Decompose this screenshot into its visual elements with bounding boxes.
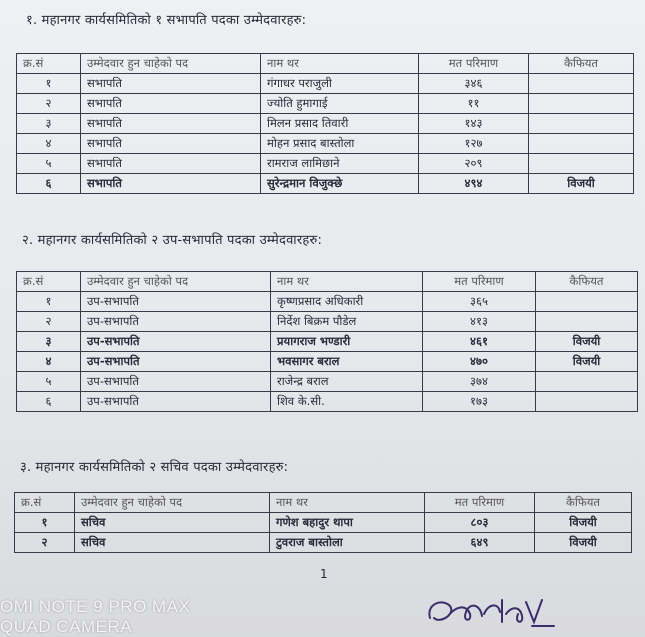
col-header-votes: मत परिमाण	[419, 54, 529, 74]
col-header-name: नाम थर	[261, 54, 419, 74]
cell-name: ज्योति हुमागाई	[261, 94, 419, 114]
cell-sn: ४	[17, 352, 81, 372]
col-header-votes: मत परिमाण	[425, 493, 535, 513]
handwritten-signature	[422, 592, 562, 632]
table-row	[17, 292, 638, 312]
cell-votes: ३६५	[423, 292, 536, 312]
cell-name: रामराज लामिछाने	[261, 154, 419, 174]
cell-name: मोहन प्रसाद बास्तोला	[261, 134, 419, 154]
cell-sn: ६	[17, 392, 81, 412]
cell-post: सभापति	[81, 134, 261, 154]
section-3-heading: ३. महानगर कार्यसमितिको २ सचिव पदका उम्मेदवारहरु:	[20, 460, 289, 475]
cell-post: सभापति	[81, 114, 261, 134]
table-row	[17, 114, 634, 134]
col-header-remark: कैफियत	[535, 493, 632, 513]
cell-remark: विजयी	[535, 533, 632, 553]
cell-post: उप-सभापति	[81, 352, 271, 372]
cell-post: सभापति	[81, 154, 261, 174]
table-row-winner	[17, 174, 634, 194]
cell-sn: ५	[17, 154, 81, 174]
cell-remark	[536, 392, 638, 412]
col-header-post: उम्मेदवार हुन चाहेको पद	[75, 493, 270, 513]
cell-votes: ११	[419, 94, 529, 114]
cell-votes: २०९	[419, 154, 529, 174]
table-row-winner	[17, 352, 638, 372]
cell-votes: १७३	[423, 392, 536, 412]
cell-votes: ४६१	[423, 332, 536, 352]
cell-sn: ४	[17, 134, 81, 154]
col-header-remark: कैफियत	[536, 272, 638, 292]
cell-votes: ४७०	[423, 352, 536, 372]
cell-votes: ३४६	[419, 74, 529, 94]
cell-votes: ४९४	[419, 174, 529, 194]
cell-name: शिव के.सी.	[271, 392, 423, 412]
cell-remark	[529, 94, 634, 114]
table-header-row	[15, 493, 632, 513]
table-row-winner	[15, 533, 632, 553]
cell-sn: ६	[17, 174, 81, 194]
cell-sn: ५	[17, 372, 81, 392]
col-header-sn: क्र.सं	[15, 493, 75, 513]
cell-sn: १	[17, 292, 81, 312]
cell-remark	[529, 74, 634, 94]
cell-votes: १४३	[419, 114, 529, 134]
cell-post: सभापति	[81, 174, 261, 194]
cell-post: सभापति	[81, 94, 261, 114]
cell-remark: विजयी	[536, 332, 638, 352]
cell-name: निर्देश बिक्रम पौडेल	[271, 312, 423, 332]
col-header-sn: क्र.सं	[17, 54, 81, 74]
cell-name: गंगाधर पराजुली	[261, 74, 419, 94]
table-row	[17, 372, 638, 392]
cell-post: उप-सभापति	[81, 392, 271, 412]
cell-sn: १	[17, 74, 81, 94]
cell-sn: ३	[17, 332, 81, 352]
cell-votes: ३७४	[423, 372, 536, 392]
cell-votes: ६४९	[425, 533, 535, 553]
cell-post: सचिव	[75, 533, 270, 553]
col-header-sn: क्र.सं	[17, 272, 81, 292]
table-row-winner	[17, 332, 638, 352]
cell-remark: विजयी	[529, 174, 634, 194]
watermark-line-1: OMI NOTE 9 PRO MAX	[0, 597, 191, 616]
cell-votes: ४१३	[423, 312, 536, 332]
col-header-votes: मत परिमाण	[423, 272, 536, 292]
cell-sn: २	[17, 312, 81, 332]
section-2-heading: २. महानगर कार्यसमितिको २ उप-सभापति पदका उम्मेदवारहरु:	[22, 233, 323, 248]
cell-remark	[536, 372, 638, 392]
cell-votes: ८०३	[425, 513, 535, 533]
cell-sn: २	[15, 533, 75, 553]
col-header-post: उम्मेदवार हुन चाहेको पद	[81, 54, 261, 74]
table-row	[17, 94, 634, 114]
cell-sn: २	[17, 94, 81, 114]
cell-sn: १	[15, 513, 75, 533]
secretary-table	[14, 492, 632, 553]
table-row-winner	[15, 513, 632, 533]
cell-name: सुरेन्द्रमान विजुक्छे	[261, 174, 419, 194]
cell-name: कृष्णप्रसाद अधिकारी	[271, 292, 423, 312]
cell-post: उप-सभापति	[81, 332, 271, 352]
table-row	[17, 154, 634, 174]
cell-remark: विजयी	[536, 352, 638, 372]
cell-name: टुवराज बास्तोला	[270, 533, 425, 553]
table-row	[17, 134, 634, 154]
cell-name: राजेन्द्र बराल	[271, 372, 423, 392]
table-row	[17, 312, 638, 332]
table-row	[17, 392, 638, 412]
cell-remark	[529, 114, 634, 134]
cell-votes: १२७	[419, 134, 529, 154]
cell-name: भवसागर बराल	[271, 352, 423, 372]
section-1-heading: १. महानगर कार्यसमितिको १ सभापति पदका उम्मेदवारहरु:	[26, 13, 307, 28]
cell-post: उप-सभापति	[81, 372, 271, 392]
cell-post: उप-सभापति	[81, 292, 271, 312]
cell-remark	[536, 312, 638, 332]
page-number: 1	[320, 567, 328, 581]
cell-post: सचिव	[75, 513, 270, 533]
cell-sn: ३	[17, 114, 81, 134]
cell-name: प्रयागराज भण्डारी	[271, 332, 423, 352]
col-header-remark: कैफियत	[529, 54, 634, 74]
cell-remark	[536, 292, 638, 312]
watermark-line-2: QUAD CAMERA	[0, 617, 133, 636]
chairperson-table	[16, 53, 634, 194]
cell-name: गणेश बहादुर थापा	[270, 513, 425, 533]
cell-post: सभापति	[81, 74, 261, 94]
camera-watermark	[0, 597, 190, 637]
table-header-row	[17, 272, 638, 292]
table-row	[17, 74, 634, 94]
cell-name: मिलन प्रसाद तिवारी	[261, 114, 419, 134]
vice-chairperson-table	[16, 271, 638, 412]
cell-remark	[529, 154, 634, 174]
cell-remark	[529, 134, 634, 154]
col-header-name: नाम थर	[270, 493, 425, 513]
cell-remark: विजयी	[535, 513, 632, 533]
col-header-post: उम्मेदवार हुन चाहेको पद	[81, 272, 271, 292]
cell-post: उप-सभापति	[81, 312, 271, 332]
col-header-name: नाम थर	[271, 272, 423, 292]
table-header-row	[17, 54, 634, 74]
